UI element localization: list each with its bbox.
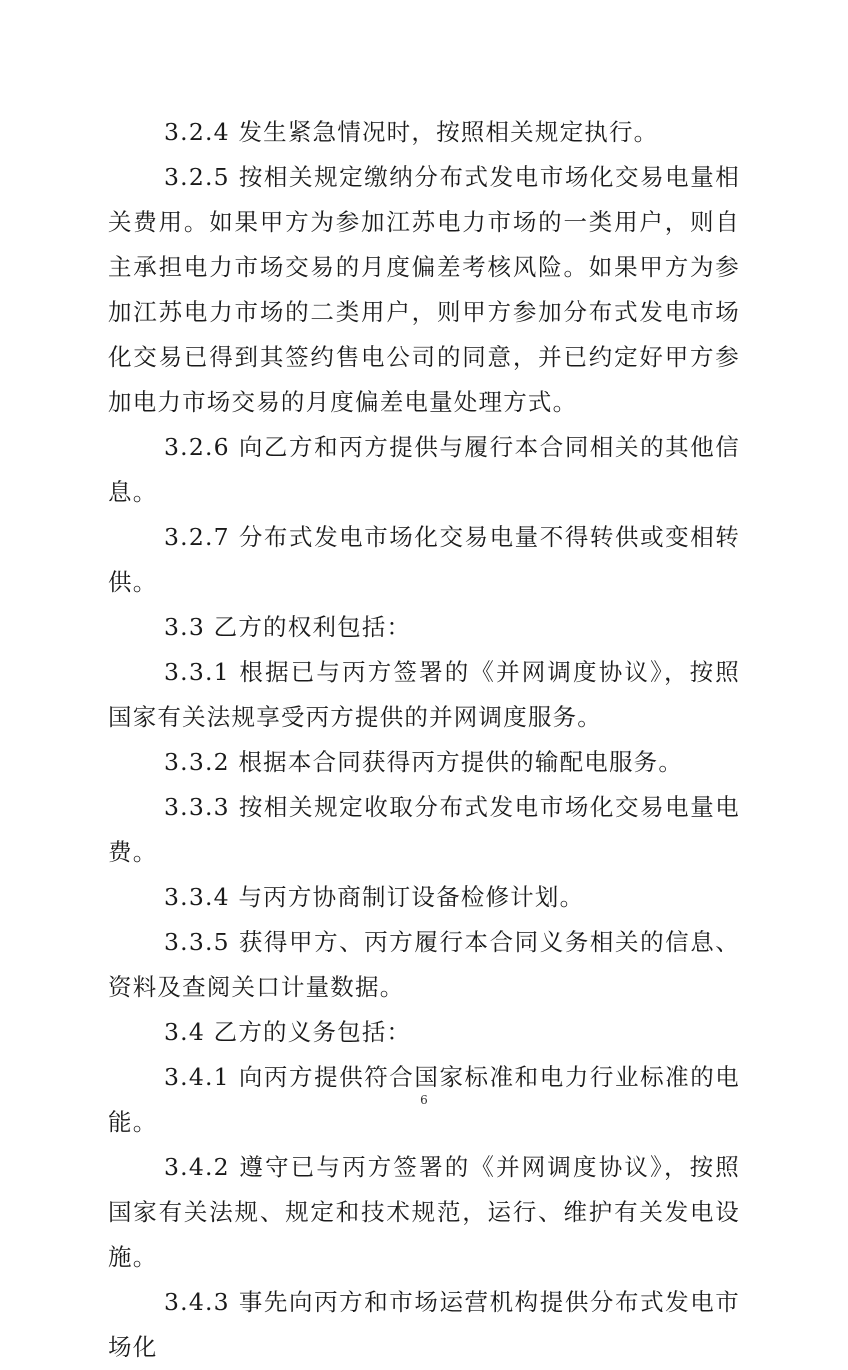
paragraph-3-2-7: 3.2.7 分布式发电市场化交易电量不得转供或变相转供。 [108,523,740,596]
page-number: 6 [420,1093,428,1107]
paragraph-3-2-5: 3.2.5 按相关规定缴纳分布式发电市场化交易电量相关费用。如果甲方为参加江苏电力市场的一类用户，则自主承担电力市场交易的月度偏差考核风险。如果甲方为参加江苏电力市场的二类用户，则甲方参加分布式发电市场化交易已得到其签约售电公司的同意，并已约定好甲方参加电力市场交易的月度偏差电量处理方式。 [108,163,740,416]
paragraph-3-3-4: 3.3.4 与丙方协商制订设备检修计划。 [164,883,585,911]
heading-3-4: 3.4 乙方的义务包括： [164,1018,412,1046]
heading-3-3: 3.3 乙方的权利包括： [164,613,412,641]
paragraph-3-2-4: 3.2.4 发生紧急情况时，按照相关规定执行。 [164,118,659,146]
paragraph-3-3-2: 3.3.2 根据本合同获得丙方提供的输配电服务。 [164,748,684,776]
paragraph-3-4-2: 3.4.2 遵守已与丙方签署的《并网调度协议》，按照国家有关法规、规定和技术规范，运行、维护有关发电设施。 [108,1153,740,1271]
paragraph-3-4-3: 3.4.3 事先向丙方和市场运营机构提供分布式发电市场化 [108,1288,740,1361]
document-body [108,110,740,1370]
paragraph-3-4-1: 3.4.1 向丙方提供符合国家标准和电力行业标准的电能。 [108,1063,740,1136]
paragraph-3-3-3: 3.3.3 按相关规定收取分布式发电市场化交易电量电费。 [108,793,740,866]
paragraph-3-2-6: 3.2.6 向乙方和丙方提供与履行本合同相关的其他信息。 [108,433,740,506]
paragraph-3-3-1: 3.3.1 根据已与丙方签署的《并网调度协议》，按照国家有关法规享受丙方提供的并网调度服务。 [108,658,740,731]
paragraph-3-3-5: 3.3.5 获得甲方、丙方履行本合同义务相关的信息、资料及查阅关口计量数据。 [108,928,740,1001]
